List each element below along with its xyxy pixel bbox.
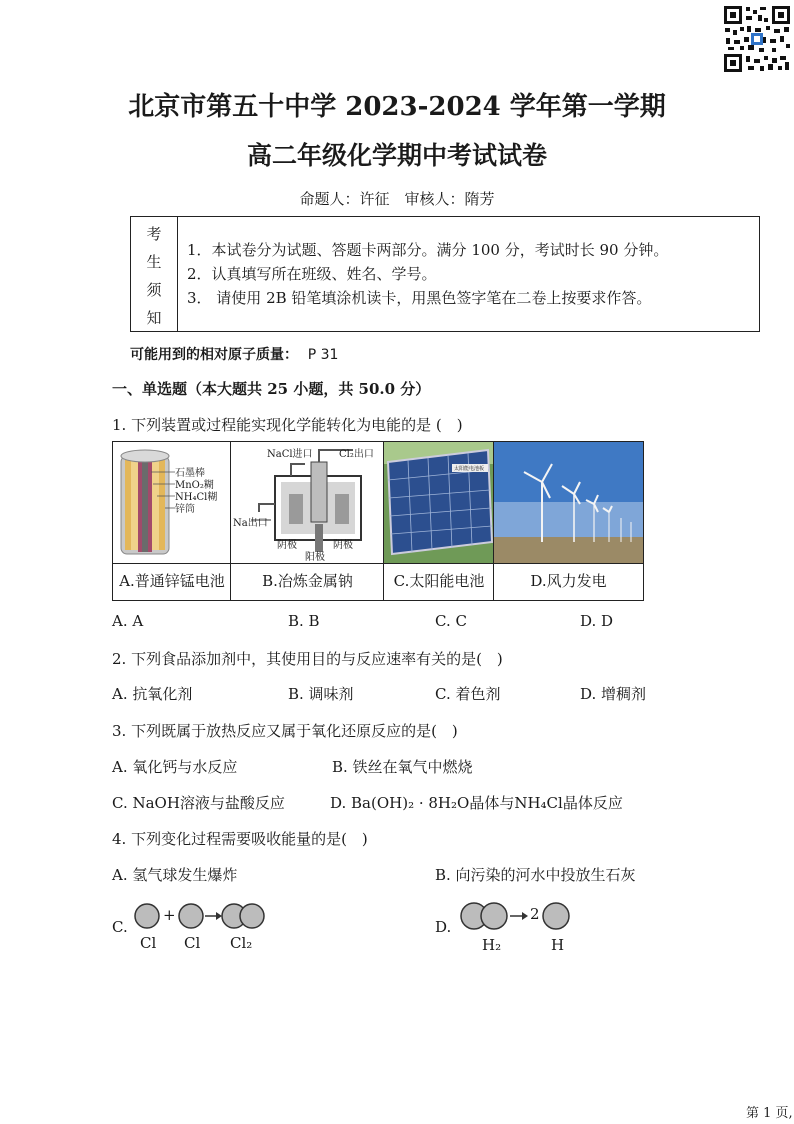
- page-footer: 第 1 页,: [746, 1106, 793, 1121]
- q3-option-a[interactable]: A. 氧化钙与水反应: [112, 758, 238, 776]
- q3-option-c[interactable]: C. NaOH溶液与盐酸反应: [112, 794, 285, 812]
- h-atom-sphere: [543, 903, 569, 929]
- arrow-head-icon: [522, 912, 528, 920]
- label-zinc-can: 锌筒: [175, 504, 195, 515]
- label-cathode-right: 阴极: [333, 540, 353, 551]
- atomic-mass-value: P 31: [307, 347, 339, 363]
- label-na-outlet: Na出口: [233, 518, 268, 529]
- q4-option-a[interactable]: A. 氢气球发生爆炸: [112, 866, 238, 884]
- arrow-head-icon: [216, 912, 222, 920]
- cl2-molecule-sphere: [240, 904, 264, 928]
- notice-item: 3． 请使用 2B 铅笔填涂机读卡，用黑色签字笔在二卷上按要求作答。: [187, 289, 652, 307]
- exam-authors: 命题人：许征 审核人：隋芳: [299, 190, 495, 208]
- q4-c-plus: +: [163, 906, 176, 924]
- label-nh4cl-paste: NH₄Cl糊: [175, 492, 218, 503]
- cl-atom-sphere: [179, 904, 203, 928]
- caption-d: D.风力发电: [530, 572, 607, 590]
- q1-option-c[interactable]: C. C: [435, 612, 467, 630]
- notice-item: 1．本试卷分为试题、答题卡两部分。满分 100 分，考试时长 90 分钟。: [187, 241, 669, 259]
- q2-option-d[interactable]: D. 增稠剂: [580, 685, 647, 703]
- caption-b: B.冶炼金属钠: [262, 572, 353, 590]
- q4-c-label-3: Cl₂: [230, 934, 253, 952]
- q4-c-diagram: [130, 900, 270, 934]
- q1-option-b[interactable]: B. B: [288, 612, 320, 630]
- question-4-stem: 4. 下列变化过程需要吸收能量的是( ): [112, 830, 368, 848]
- label-mno2-paste: MnO₂糊: [175, 480, 214, 491]
- notice-heading: [131, 217, 178, 331]
- question-1-stem: 1. 下列装置或过程能实现化学能转化为电能的是 ( ): [112, 416, 463, 434]
- solar-panel-tag: 太阳能电池板: [454, 466, 485, 472]
- caption-divider: [113, 563, 643, 564]
- label-nacl-inlet: NaCl进口: [267, 449, 313, 460]
- question-3-stem: 3. 下列既属于放热反应又属于氧化还原反应的是( ): [112, 722, 458, 740]
- label-cathode-left: 阴极: [277, 540, 297, 551]
- q4-option-b[interactable]: B. 向污染的河水中投放生石灰: [435, 866, 636, 884]
- solar-panel-photo: [384, 442, 494, 563]
- exam-subtitle: 高二年级化学期中考试试卷: [246, 141, 547, 170]
- section-title: 一、单选题（本大题共 25 小题，共 50.0 分）: [112, 380, 431, 398]
- q4-option-d[interactable]: D.: [435, 918, 452, 936]
- q4-c-label-1: Cl: [140, 934, 157, 952]
- question-1-image-table: [112, 441, 644, 601]
- examinee-notice-box: [130, 216, 760, 332]
- caption-a: A.普通锌锰电池: [119, 572, 225, 590]
- electrolysis-cell-diagram: [231, 442, 384, 563]
- atomic-mass-line: [130, 344, 338, 364]
- q4-option-c[interactable]: C.: [112, 918, 128, 936]
- cl-atom-sphere: [135, 904, 159, 928]
- q4-d-label-1: H₂: [482, 936, 502, 954]
- q2-option-c[interactable]: C. 着色剂: [435, 685, 501, 703]
- atomic-mass-label: 可能用到的相对原子质量：: [130, 347, 298, 363]
- notice-heading-char: 生: [146, 253, 162, 271]
- notice-item: 2．认真填写所在班级、姓名、学号。: [187, 265, 437, 283]
- q3-option-d[interactable]: D. Ba(OH)₂ · 8H₂O晶体与NH₄Cl晶体反应: [330, 794, 623, 812]
- label-anode: 阳极: [305, 552, 325, 563]
- q4-c-label-2: Cl: [184, 934, 201, 952]
- caption-c: C.太阳能电池: [393, 572, 485, 590]
- q4-d-diagram: [458, 898, 578, 934]
- question-2-stem: 2. 下列食品添加剂中，其使用目的与反应速率有关的是( ): [112, 650, 503, 668]
- qr-code: [722, 4, 792, 74]
- q1-option-d[interactable]: D. D: [580, 612, 614, 630]
- notice-heading-char: 知: [146, 309, 162, 327]
- exam-title: 北京市第五十中学 2023-2024 学年第一学期: [128, 92, 666, 122]
- label-cl2-outlet: Cl₂出口: [339, 449, 374, 460]
- q1-option-a[interactable]: A. A: [112, 612, 144, 630]
- q3-option-b[interactable]: B. 铁丝在氧气中燃烧: [332, 758, 473, 776]
- label-graphite-rod: 石墨棒: [175, 468, 205, 479]
- q4-d-coefficient: 2: [530, 905, 540, 923]
- h2-molecule-sphere: [481, 903, 507, 929]
- notice-heading-char: 考: [146, 225, 162, 243]
- q2-option-b[interactable]: B. 调味剂: [288, 685, 354, 703]
- q2-option-a[interactable]: A. 抗氧化剂: [112, 685, 193, 703]
- wind-turbine-photo: [494, 442, 643, 563]
- q4-d-label-2: H: [551, 936, 565, 954]
- notice-heading-char: 须: [146, 281, 162, 299]
